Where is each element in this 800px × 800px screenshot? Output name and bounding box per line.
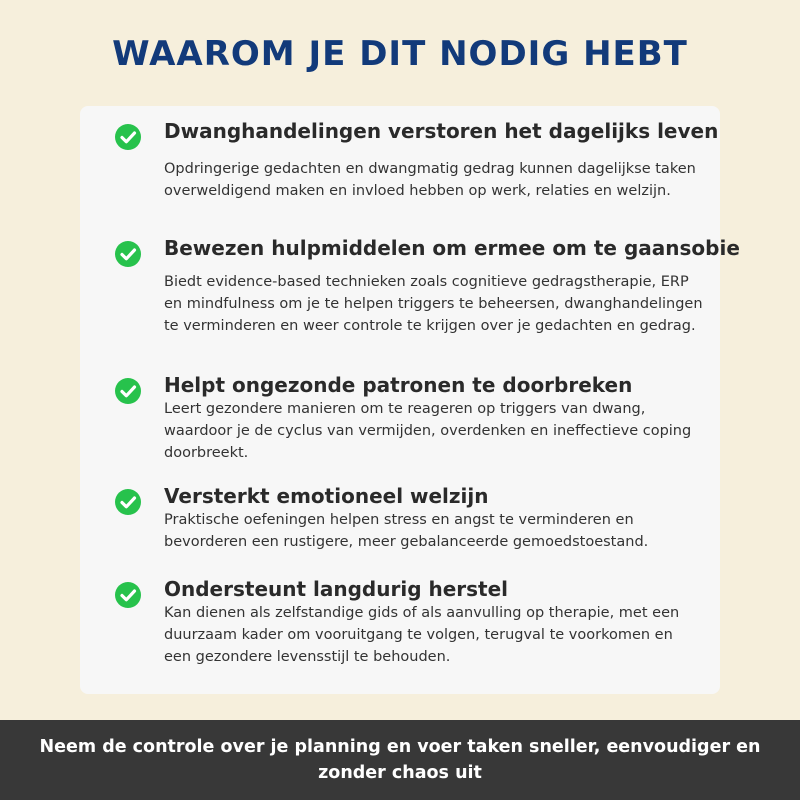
benefit-heading: Versterkt emotioneel welzijn <box>164 484 489 508</box>
benefit-heading: Bewezen hulpmiddelen om ermee om te gaansobie <box>164 236 740 260</box>
benefit-description: Biedt evidence-based technieken zoals cognitieve gedragstherapie, ERP en mindfulness om je te helpen triggers te beheersen, dwanghandelingen te verminderen en weer controle te krijgen over je gedachten en gedrag. <box>164 274 703 334</box>
footer-text: Neem de controle over je planning en voer taken sneller, eenvoudiger en zonder chaos uit <box>39 737 761 783</box>
check-circle-icon <box>114 488 142 516</box>
benefits-card <box>80 106 740 694</box>
benefit-heading: Dwanghandelingen verstoren het dagelijks leven <box>164 119 719 143</box>
benefit-description: Praktische oefeningen helpen stress en angst te verminderen en bevorderen een rustigere, meer gebalanceerde gemoedstoestand. <box>164 512 649 550</box>
check-circle-icon <box>114 377 142 405</box>
footer-banner <box>0 720 800 800</box>
benefit-heading: Helpt ongezonde patronen te doorbreken <box>164 373 633 397</box>
benefit-description: Opdringerige gedachten en dwangmatig gedrag kunnen dagelijkse taken overweldigend maken en invloed hebben op werk, relaties en welzijn. <box>164 161 696 199</box>
check-circle-icon <box>114 581 142 609</box>
benefit-description: Leert gezondere manieren om te reageren op triggers van dwang, waardoor je de cyclus van vermijden, overdenken en ineffectieve coping doorbreekt. <box>164 401 692 461</box>
benefit-heading: Ondersteunt langdurig herstel <box>164 577 509 601</box>
benefit-description: Kan dienen als zelfstandige gids of als aanvulling op therapie, met een duurzaam kader om vooruitgang te volgen, terugval te voorkomen en een gezondere levensstijl te behouden. <box>164 605 680 665</box>
page-title: WAAROM JE DIT NODIG HEBT <box>112 34 688 74</box>
check-circle-icon <box>114 240 142 268</box>
check-circle-icon <box>114 123 142 151</box>
